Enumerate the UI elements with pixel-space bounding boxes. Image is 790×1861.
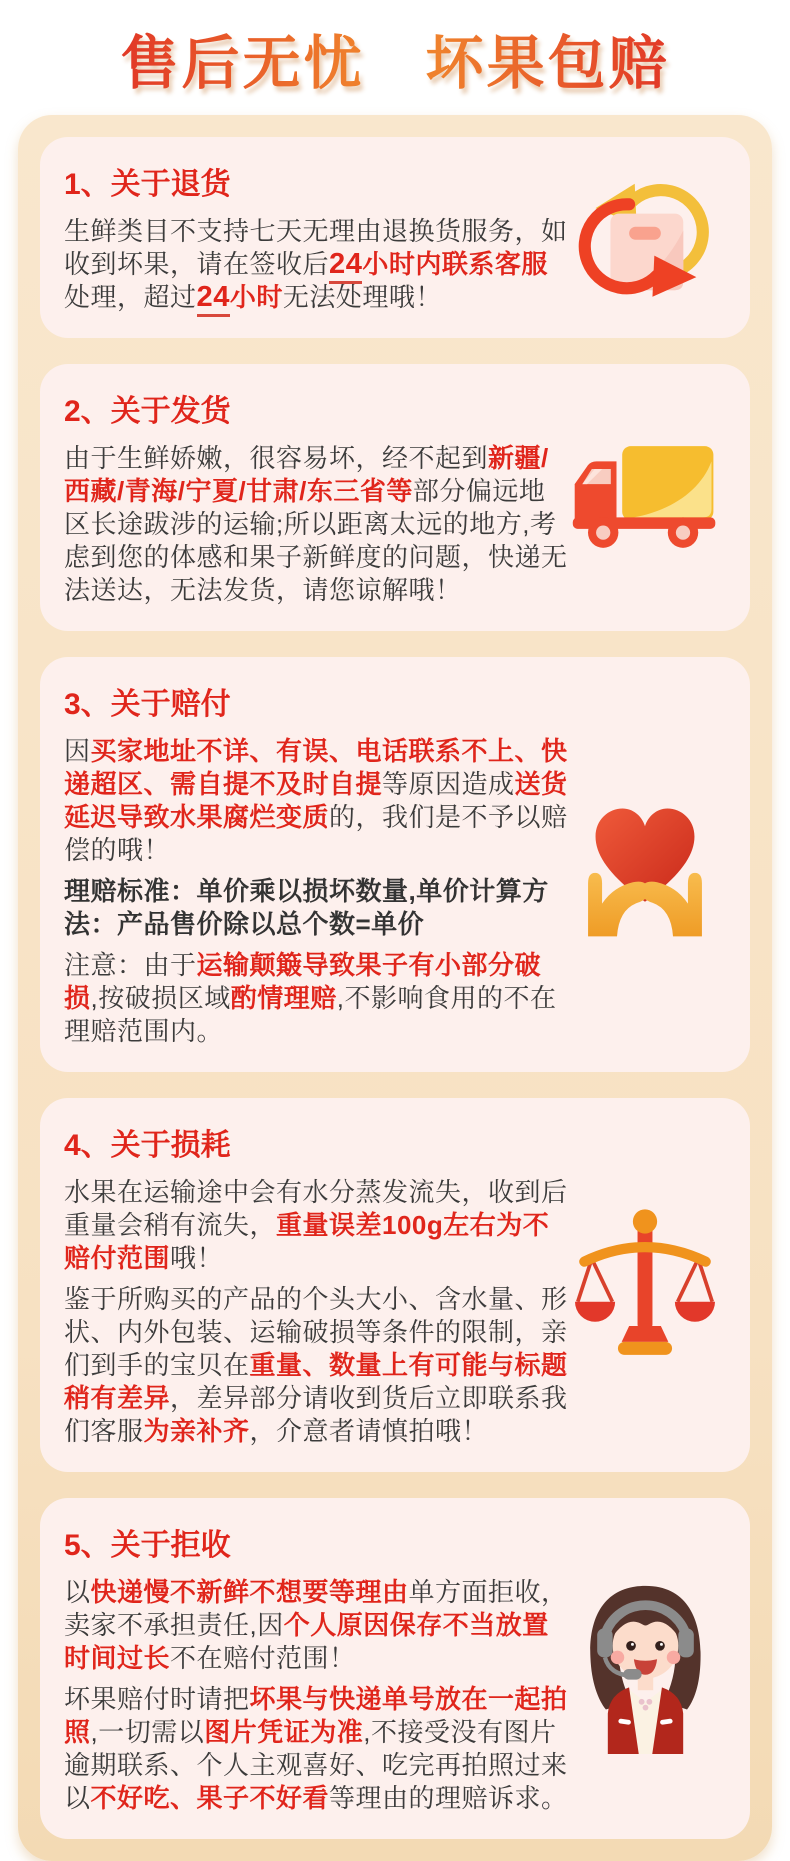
page-title: 售后无忧 坏果包赔 bbox=[120, 16, 669, 100]
section-card-shipping bbox=[40, 364, 750, 631]
text-run: ,按破损区域 bbox=[90, 983, 231, 1013]
highlighted-text-run: 小时内联系客服 bbox=[362, 249, 548, 279]
highlighted-text-run: 不好吃、果子不好看 bbox=[90, 1783, 330, 1813]
text-run: 哦！ bbox=[170, 1243, 224, 1273]
section-heading: 3、关于赔付 bbox=[64, 688, 231, 721]
section-paragraph bbox=[64, 442, 569, 607]
section-body bbox=[64, 386, 569, 607]
highlighted-text-run: 24 bbox=[329, 248, 362, 284]
section-card-compensation bbox=[40, 657, 750, 1072]
section-card-rejection bbox=[40, 1498, 750, 1839]
section-paragraph bbox=[64, 1683, 569, 1815]
section-body bbox=[64, 679, 569, 1048]
title-bar bbox=[0, 0, 790, 115]
text-run: 无法处理哦！ bbox=[282, 282, 442, 312]
text-run: 处理，超过 bbox=[64, 282, 197, 312]
heart-in-hands-icon bbox=[569, 790, 721, 938]
highlighted-text-run: 个人原因保存不当放置时间过长 bbox=[64, 1610, 549, 1673]
text-run: 不在赔付范围！ bbox=[170, 1643, 356, 1673]
text-run: 以 bbox=[64, 1577, 91, 1607]
text-run: ，差异部分请收到货后立即联系我们客服 bbox=[64, 1383, 568, 1446]
section-card-returns bbox=[40, 137, 750, 338]
policy-panel bbox=[18, 115, 772, 1861]
text-run: 等理由的理赔诉求。 bbox=[329, 1783, 568, 1813]
text-run: ,不接受没有图片逾期联系、个人主观喜好、吃完再拍照过来以 bbox=[64, 1717, 568, 1813]
text-run: ,不影响食用的不在理赔范围内。 bbox=[64, 983, 557, 1046]
text-run: 鉴于所购买的产品的个头大小、含水量、形状、内外包装、运输破损等条件的限制，亲们到手的宝贝在 bbox=[64, 1284, 568, 1380]
section-card-weight-loss bbox=[40, 1098, 750, 1472]
text-run: ，介意者请慎拍哦！ bbox=[249, 1416, 489, 1446]
highlighted-text-run: 重量、数量上有可能与标题稍有差异 bbox=[64, 1350, 568, 1413]
section-heading: 4、关于损耗 bbox=[64, 1129, 231, 1162]
highlighted-text-run: 快递慢不新鲜不想要等理由 bbox=[90, 1577, 409, 1607]
section-heading: 5、关于拒收 bbox=[64, 1529, 231, 1562]
highlighted-text-run: 重量误差100g左右为不赔付范围 bbox=[64, 1210, 550, 1273]
section-paragraph bbox=[64, 949, 569, 1048]
section-paragraph bbox=[64, 1576, 569, 1675]
highlighted-text-run: 送货延迟导致水果腐烂变质 bbox=[64, 769, 568, 832]
highlighted-text-run: 小时 bbox=[229, 282, 283, 312]
section-paragraph bbox=[64, 875, 569, 941]
section-heading: 1、关于退货 bbox=[64, 168, 231, 201]
highlighted-text-run: 坏果与快递单号放在一起拍照 bbox=[64, 1684, 568, 1747]
highlighted-text-run: 买家地址不详、有误、电话联系不上、快递超区、需自提不及时自提 bbox=[64, 736, 568, 799]
delivery-truck-icon bbox=[569, 441, 721, 553]
text-run: 由于生鲜娇嫩，很容易坏，经不起到 bbox=[64, 443, 489, 473]
section-paragraph bbox=[64, 1283, 569, 1448]
highlighted-text-run: 酌情理赔 bbox=[230, 983, 337, 1013]
text-run: 理赔标准：单价乘以损坏数量,单价计算方法：产品售价除以总个数=单价 bbox=[64, 876, 549, 939]
section-body bbox=[64, 159, 569, 314]
section-paragraph bbox=[64, 1176, 569, 1275]
package-return-icon bbox=[569, 167, 721, 307]
text-run: ,一切需以 bbox=[90, 1717, 205, 1747]
text-run: 注意：由于 bbox=[64, 950, 197, 980]
highlighted-text-run: 24 bbox=[197, 281, 230, 317]
section-paragraph bbox=[64, 215, 569, 314]
text-run: 水果在运输途中会有水分蒸发流失，收到后重量会稍有流失， bbox=[64, 1177, 568, 1240]
highlighted-text-run: 运输颠簸导致果子有小部分破损 bbox=[64, 950, 542, 1013]
section-body bbox=[64, 1120, 569, 1448]
text-run: 的，我们是不予以赔偿的哦！ bbox=[64, 802, 568, 865]
highlighted-text-run: 新疆/西藏/青海/宁夏/甘肃/东三省等 bbox=[64, 443, 549, 506]
balance-scale-icon bbox=[569, 1208, 721, 1360]
text-run: 因 bbox=[64, 736, 91, 766]
section-paragraph bbox=[64, 735, 569, 867]
text-run: 生鲜类目不支持七天无理由退换货服务，如收到坏果，请在签收后 bbox=[64, 216, 568, 279]
text-run: 部分偏远地区长途跋涉的运输;所以距离太远的地方,考虑到您的体感和果子新鲜度的问题，快递无法送达，无法发货，请您谅解哦！ bbox=[64, 476, 568, 605]
text-run: 单方面拒收，卖家不承担责任,因 bbox=[64, 1577, 568, 1640]
customer-service-agent-icon bbox=[569, 1582, 721, 1754]
highlighted-text-run: 为亲补齐 bbox=[143, 1416, 250, 1446]
highlighted-text-run: 图片凭证为准 bbox=[204, 1717, 364, 1747]
section-heading: 2、关于发货 bbox=[64, 395, 231, 428]
text-run: 等原因造成 bbox=[382, 769, 515, 799]
text-run: 坏果赔付时请把 bbox=[64, 1684, 250, 1714]
